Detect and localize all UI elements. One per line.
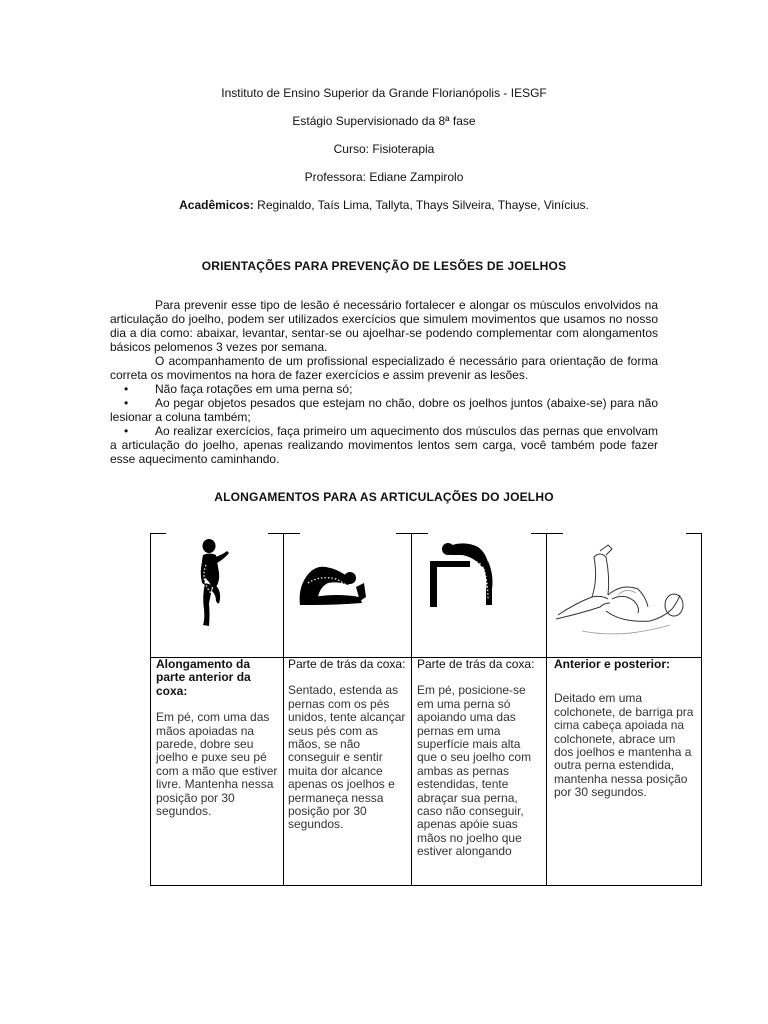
section-prevention-title: ORIENTAÇÕES PARA PREVENÇÃO DE LESÕES DE JOELHOS (201, 259, 567, 273)
stretch-text-4: Deitado em uma colchonete, de barriga pra cima cabeça apoiada na colchonete, abrace um dos joelhos e mantenha a outra perna estendida, mantenha nessa posição por 30 segundos. (554, 691, 694, 800)
stretch-heading-2: Parte de trás da coxa: (288, 657, 406, 671)
bullet-item: • Ao pegar objetos pesados que estejam no chão, dobre os joelhos juntos (abaixe-se) para não lesionar a coluna também; (110, 396, 658, 424)
stretch-text-3: Em pé, posicione-se em uma perna só apoiando uma das pernas em uma superfície mais alta que o seu joelho com ambas as pernas estendidas, tente abraçar sua perna, caso não conseguir, apenas apóie suas mãos no joelho que estiver alongando (417, 683, 532, 859)
prevention-body (110, 298, 658, 466)
standing-quad-stretch-icon (194, 537, 238, 629)
paragraph-1: Para prevenir esse tipo de lesão é necessário fortalecer e alongar os músculos envolvidos na articulação do joelho, podem ser utilizados exercícios que simulem movimentos que usamos no nosso dia a dia como: abaixar, levantar, sentar-se ou ajoelhar-se podendo complementar com alongamentos básicos pelomenos 3 vezes por semana. (110, 298, 658, 354)
stretch-cell-4 (554, 658, 696, 800)
stretches-table (150, 533, 702, 886)
students-line (0, 198, 768, 212)
students-label: Acadêmicos: (179, 198, 254, 212)
bullet-icon: • (124, 396, 129, 410)
section-stretches-title: ALONGAMENTOS PARA AS ARTICULAÇÕES DO JOELHO (214, 490, 554, 504)
stretch-heading-1: Alongamento da parte anterior da coxa: (156, 657, 251, 698)
bullet-icon: • (124, 382, 129, 396)
stretch-cell-1 (156, 658, 280, 818)
course-line: Curso: Fisioterapia (333, 142, 435, 156)
internship-line: Estágio Supervisionado da 8ª fase (292, 114, 476, 128)
stretch-cell-2 (288, 658, 408, 832)
students-names: Reginaldo, Taís Lima, Tallyta, Thays Silveira, Thayse, Vinícius. (253, 198, 589, 212)
stretch-cell-3 (417, 658, 543, 859)
standing-hamstring-stretch-icon (426, 539, 498, 609)
paragraph-2: O acompanhamento de um profissional especializado é necessário para orientação de forma correta os movimentos na hora de fazer exercícios e assim prevenir as lesões. (110, 354, 658, 382)
bullet-item: • Não faça rotações em uma perna só; (124, 382, 353, 396)
bullet-item: • Ao realizar exercícios, faça primeiro um aquecimento dos músculos das pernas que envolvam a articulação do joelho, apenas realizando movimentos lentos sem carga, você também pode fazer esse aquecimento caminhando. (110, 424, 658, 466)
professor-line: Professora: Ediane Zampirolo (304, 170, 464, 184)
stretch-heading-3: Parte de trás da coxa: (417, 657, 535, 671)
stretch-text-1: Em pé, com uma das mãos apoiadas na parede, dobre seu joelho e puxe seu pé com a mão que estiver livre. Mantenha nessa posição por 30 segundos. (156, 710, 278, 819)
stretch-heading-4: Anterior e posterior: (554, 657, 671, 671)
bullet-icon: • (124, 424, 129, 438)
lying-knee-hug-stretch-icon (552, 537, 692, 649)
seated-hamstring-stretch-icon (296, 553, 368, 609)
stretch-text-2: Sentado, estenda as pernas com os pés unidos, tente alcançar seus pés com as mãos, se não conseguir e sentir muita dor alcance apenas os joelhos e permaneça nessa posição por 30 segundos. (288, 683, 406, 832)
institution-line: Instituto de Ensino Superior da Grande Florianópolis - IESGF (221, 86, 547, 100)
